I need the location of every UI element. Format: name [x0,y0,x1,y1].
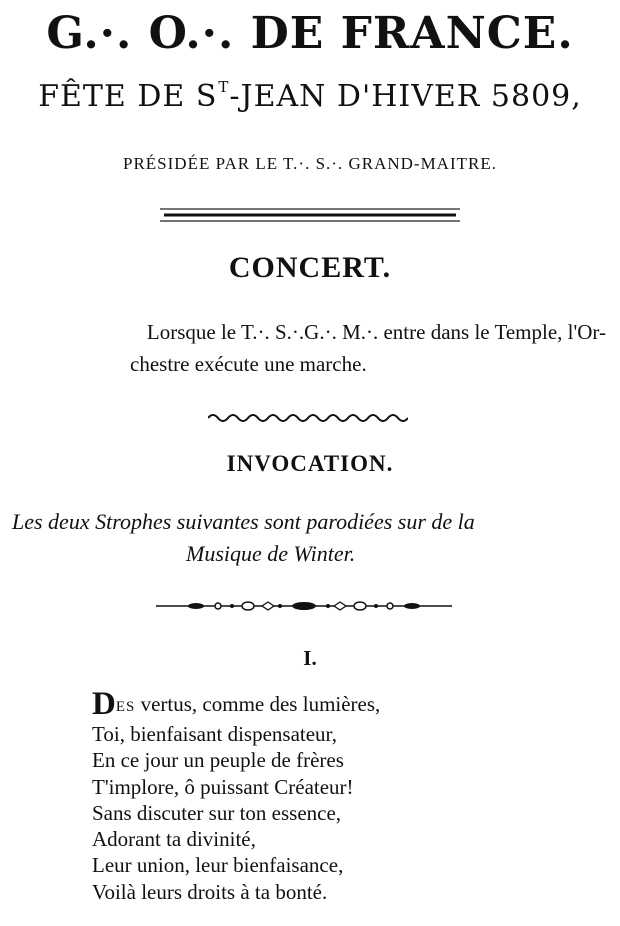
small-caps: ES [115,699,136,715]
verse-line: Leur union, leur bienfaisance, [92,853,344,878]
concert-line-1: Lorsque le T.·. S.·.G.·. M.·. entre dans le Temple, l'Or- [146,320,606,344]
presided-line: PRÉSIDÉE PAR LE T.·. S.·. GRAND-MAITRE. [123,154,497,173]
note-line-2: Musique de Winter. [186,541,356,566]
subtitle-suffix: -JEAN D'HIVER 5809, [229,79,582,114]
drop-cap: D [92,686,116,722]
stanza-verse [92,688,472,905]
verse-line [92,688,472,721]
subtitle-superscript: T [218,78,230,96]
concert-line-2: chestre exécute une marche. [130,352,367,376]
verse-line-rest: vertus, comme des lumières, [135,692,381,716]
ornamental-rule-divider [156,597,452,615]
invocation-note [10,506,610,570]
note-line-1: Les deux Strophes suivantes sont parodiées sur de la [12,509,475,534]
verse-line: T'implore, ô puissant Créateur! [92,774,354,799]
invocation-heading: INVOCATION. [226,451,394,476]
wavy-rule-divider [208,412,408,424]
page-title: G.·. O.·. DE FRANCE. [46,8,574,59]
double-rule-divider [160,203,460,227]
concert-paragraph [14,316,606,380]
verse-line: Toi, bienfaisant dispensateur, [92,722,337,746]
subtitle-prefix: FÊTE DE S [38,79,218,114]
verse-line: Adorant ta divinité, [92,827,256,852]
verse-line: En ce jour un peuple de frères [92,748,344,773]
verse-line: Voilà leurs droits à ta bonté. [92,879,328,904]
festival-subtitle [0,78,620,114]
concert-heading: CONCERT. [228,251,392,284]
verse-line: Sans discuter sur ton essence, [92,800,342,825]
stanza-numeral: I. [303,646,317,670]
